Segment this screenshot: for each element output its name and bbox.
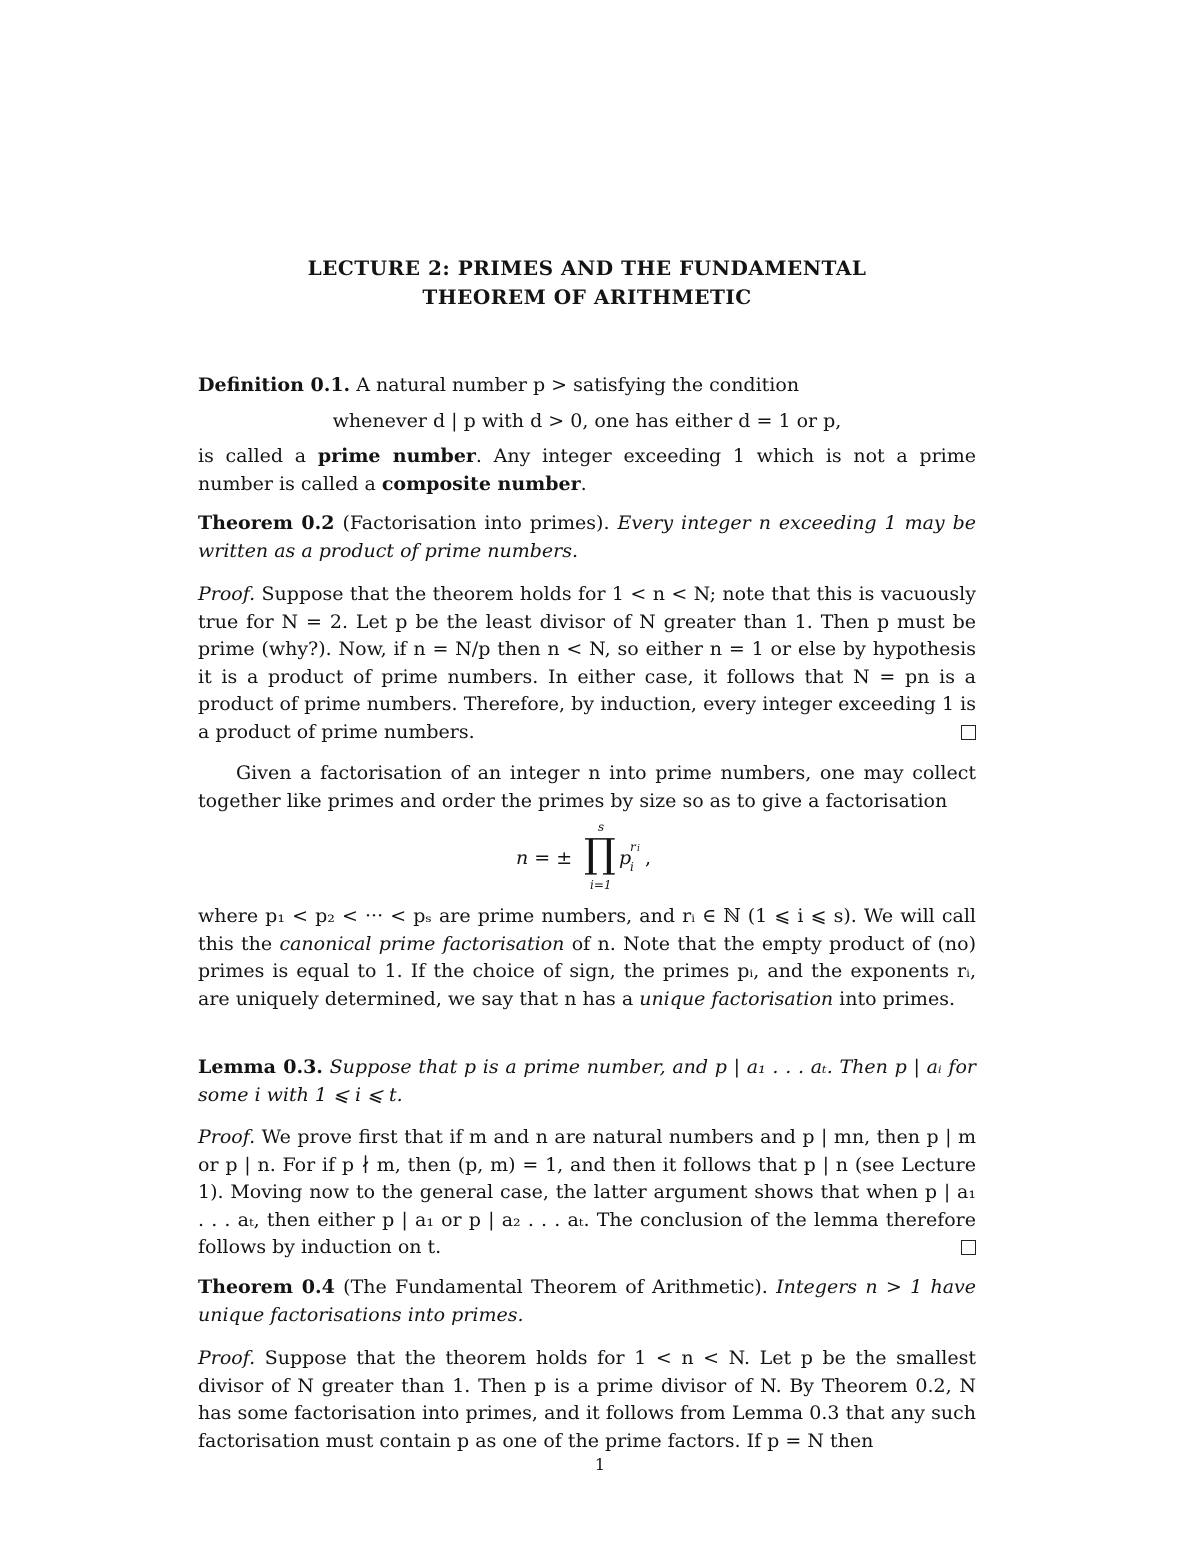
lemma-heading: Lemma 0.3. (198, 1056, 323, 1078)
where-text-1: where p₁ < p₂ < ··· < pₛ are prime numbers, and rᵢ ∈ ℕ (1 ⩽ i ⩽ s). We will call this the (198, 905, 976, 955)
paragraph-given (198, 760, 976, 815)
formula-exponent-subscript: i (637, 844, 640, 854)
page-title (198, 254, 976, 312)
term-canonical-prime-factorisation: canonical prime factorisation (279, 932, 565, 955)
proof-text: We prove first that if m and n are natural numbers and p | mn, then p | m or p | n. For if p ∤ m, then (p, m) = 1, and then it follows that p | n (see Lecture 1). Moving now to the general case, the latter argument shows that when p | a₁ . . . aₜ, then either p | a₁ or p | a₂ . . . aₜ. The conclusion of the lemma therefore follows by induction on t. (198, 1126, 976, 1258)
definition-text: A natural number p > satisfying the condition (356, 374, 800, 396)
term-composite-number: composite number (381, 472, 581, 495)
theorem-parenthetical: (Factorisation into primes). (342, 512, 610, 534)
definition-display: whenever d | p with d > 0, one has either d = 1 or p, (332, 409, 842, 432)
theorem-0-4 (198, 1274, 976, 1329)
paragraph-where (198, 903, 976, 1013)
proof-0-3 (198, 1124, 976, 1262)
formula-lower-limit: i=1 (590, 878, 612, 892)
proof-text: Suppose that the theorem holds for 1 < n < N; note that this is vacuously true for N = 2. Let p be the least divisor of N greater than 1. Then p must be prime (why?). Now, if n = N/p then n < N, so either n = 1 or else by hypothesis it is a product of prime numbers. In either case, it follows that N = pn is a product of prime numbers. Therefore, by induction, every integer exceeding 1 is a product of prime numbers. (198, 583, 976, 743)
page-number: 1 (594, 1455, 606, 1474)
qed-box-icon (961, 725, 976, 740)
qed-box-icon (961, 1240, 976, 1255)
product-formula (198, 822, 976, 896)
formula-trailing: , (645, 847, 652, 869)
theorem-heading: Theorem 0.4 (198, 1276, 335, 1298)
theorem-parenthetical: (The Fundamental Theorem of Arithmetic). (343, 1276, 768, 1298)
proof-0-2 (198, 581, 976, 746)
proof-label: Proof. (198, 1126, 256, 1148)
paragraph-given-text: Given a factorisation of an integer n into prime numbers, one may collect together like primes and order the primes by size so as to give a factorisation (198, 762, 976, 812)
formula-base-subscript: i (630, 860, 634, 874)
proof-label: Proof. (198, 583, 256, 605)
formula-lhs: n = ± (516, 847, 573, 869)
title-line-2: THEOREM OF ARITHMETIC (422, 285, 752, 309)
formula-base: p (619, 847, 632, 869)
proof-label: Proof. (198, 1347, 256, 1369)
formula-exponent: r (630, 840, 636, 854)
title-line-1: LECTURE 2: PRIMES AND THE FUNDAMENTAL (307, 256, 867, 280)
term-prime-number: prime number (317, 445, 476, 467)
product-symbol: ∏ (584, 831, 616, 877)
proof-0-4 (198, 1345, 976, 1455)
definition-0-1 (198, 372, 976, 498)
formula-upper-limit: s (598, 820, 605, 834)
definition-after-3: . (580, 472, 587, 495)
lemma-0-3 (198, 1054, 976, 1109)
term-unique-factorisation: unique factorisation (639, 987, 834, 1010)
theorem-statement: Integers n > 1 have unique factorisations into primes. (198, 1276, 977, 1326)
definition-after-2: . Any integer exceeding 1 which is not a prime number is called a (198, 445, 977, 495)
definition-after-1: is called a (198, 445, 318, 467)
where-text-2: of n. Note that the empty product of (no) primes is equal to 1. If the choice of sign, the primes pᵢ, and the exponents rᵢ, are uniquely determined, we say that n has a (198, 932, 976, 1010)
theorem-statement: Every integer n exceeding 1 may be written as a product of prime numbers. (198, 512, 977, 562)
theorem-heading: Theorem 0.2 (198, 512, 335, 534)
proof-text: Suppose that the theorem holds for 1 < n < N. Let p be the smallest divisor of N greater than 1. Then p is a prime divisor of N. By Theorem 0.2, N has some factorisation into primes, and it follows from Lemma 0.3 that any such factorisation must contain p as one of the prime factors. If p = N then (198, 1347, 976, 1452)
where-text-3: into primes. (833, 987, 955, 1010)
theorem-0-2 (198, 510, 976, 565)
definition-heading: Definition 0.1. (198, 374, 351, 396)
lemma-statement: Suppose that p is a prime number, and p | a₁ . . . aₜ. Then p | aᵢ for some i with 1 ⩽ i ⩽ t. (198, 1056, 976, 1106)
